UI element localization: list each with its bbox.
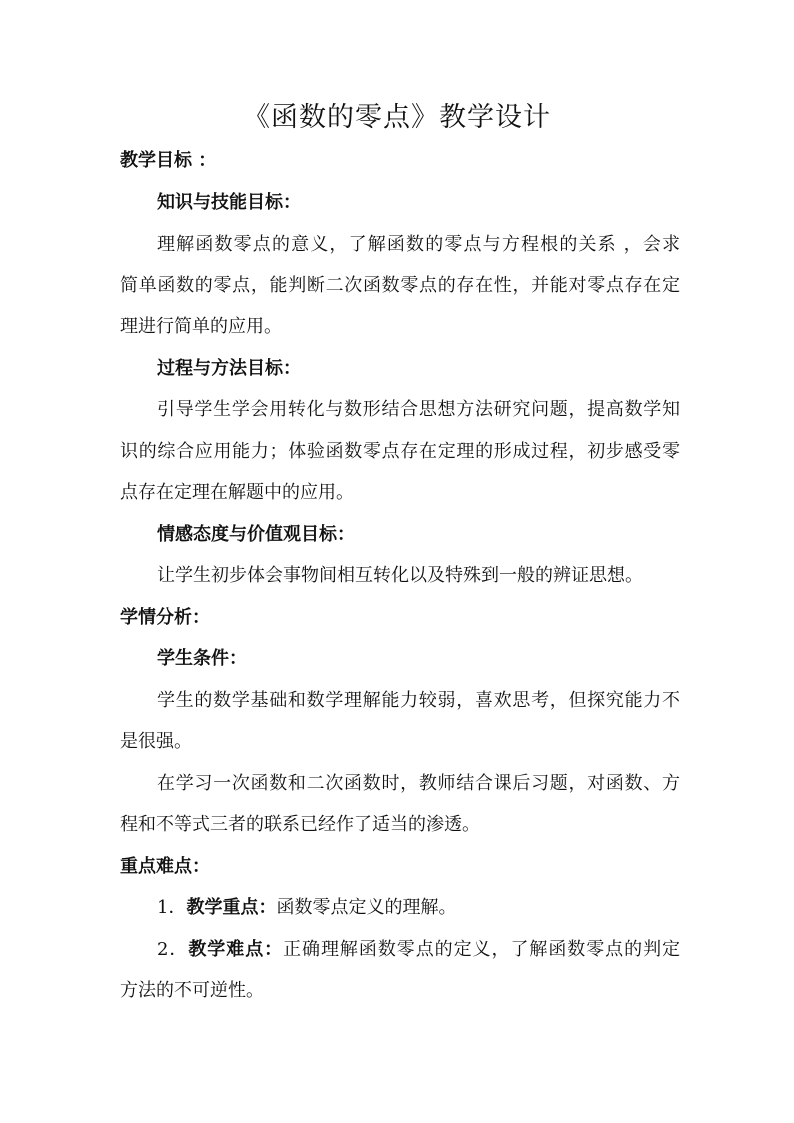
section-heading-objectives: 教学目标 ：	[120, 150, 217, 171]
list-item-label: 教学重点：	[186, 897, 277, 918]
paragraph-line: 简单函数的零点，能判断二次函数零点的存在性，并能对零点存在定	[120, 275, 680, 296]
section-heading-analysis: 学情分析：	[120, 607, 210, 628]
list-item-label: 教学难点：	[188, 939, 284, 960]
list-item-number: 2．	[157, 939, 189, 960]
subheading-knowledge: 知识与技能目标：	[157, 192, 301, 213]
list-item-key-point	[157, 894, 680, 922]
subheading-emotion: 情感态度与价值观目标：	[157, 524, 355, 545]
paragraph-line: 理进行简单的应用。	[120, 316, 282, 337]
subheading-student-conditions: 学生条件：	[157, 648, 247, 669]
paragraph-line: 学生的数学基础和数学理解能力较弱，喜欢思考，但探究能力不	[157, 690, 680, 711]
paragraph-line: 理解函数零点的意义，了解函数的零点与方程根的关系 ，会求	[157, 234, 680, 255]
paragraph-line: 点存在定理在解题中的应用。	[120, 482, 354, 503]
paragraph-line: 方法的不可逆性。	[120, 980, 264, 1001]
section-heading-key-points: 重点难点：	[120, 856, 210, 877]
list-item-difficulty	[157, 936, 680, 964]
list-item-number: 1．	[157, 897, 187, 918]
list-item-text: 正确理解函数零点的定义，了解函数零点的判定	[283, 939, 681, 960]
paragraph-line: 识的综合应用能力；体验函数零点存在定理的形成过程，初步感受零	[120, 441, 680, 462]
document-title: 《函数的零点》教学设计	[243, 102, 551, 133]
subheading-process: 过程与方法目标：	[157, 358, 301, 379]
list-item-text: 函数零点定义的理解。	[276, 897, 457, 918]
paragraph-line: 让学生初步体会事物间相互转化以及特殊到一般的辨证思想。	[157, 565, 643, 586]
paragraph-line: 在学习一次函数和二次函数时，教师结合课后习题，对函数、方	[157, 773, 680, 794]
paragraph-line: 是很强。	[120, 731, 192, 752]
paragraph-line: 引导学生学会用转化与数形结合思想方法研究问题，提高数学知	[157, 399, 680, 420]
paragraph-line: 程和不等式三者的联系已经作了适当的渗透。	[120, 814, 480, 835]
